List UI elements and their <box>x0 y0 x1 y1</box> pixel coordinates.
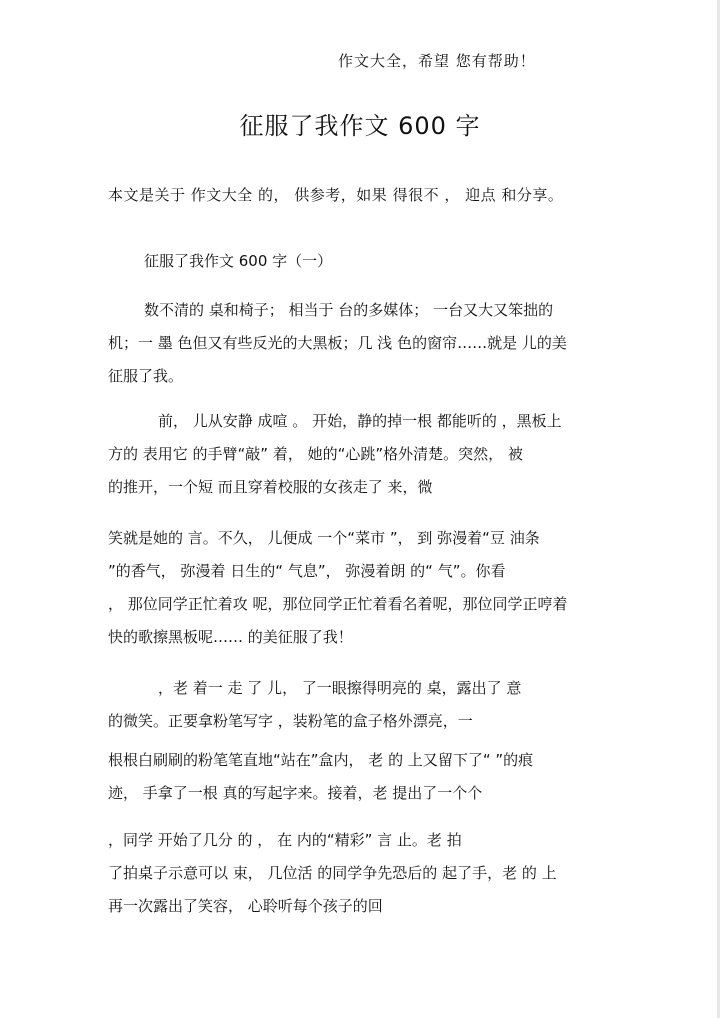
paragraph-line: ，老 着一 走 了 儿， 了一眼擦得明亮的 桌，露出了 意 <box>158 679 522 697</box>
paragraph-line: ”的香气， 弥漫着 日生的“ 气息”， 弥漫着朗 的“ 气”。你看 <box>108 562 506 580</box>
paragraph-line: 机；一 墨 色但又有些反光的大黑板；几 浅 色的窗帘……就是 儿的美 <box>108 334 567 352</box>
header-note: 作文大全，希望 您有帮助！ <box>338 52 536 70</box>
paragraph-line: 根根白刷刷的粉笔笔直地“站在”盒内， 老 的 上又留下了“ ”的痕 <box>108 751 534 769</box>
section-subtitle: 征服了我作文 600 字（一） <box>144 252 333 270</box>
paragraph-3 <box>108 522 608 654</box>
paragraph-line: 了拍桌子示意可以 束， 几位活 的同学争先恐后的 起了手，老 的 上 <box>108 864 557 882</box>
document-title: 征服了我作文 600 字 <box>239 112 481 140</box>
paragraph-line: 前， 儿从安静 成喧 。 开始，静的掉一根 都能听的 ，黑板上 <box>158 412 562 430</box>
paragraph-line: 快的歌擦黑板呢…… 的美征服了我！ <box>108 628 353 646</box>
paragraph-2 <box>108 405 608 504</box>
paragraph-line: 再一次露出了笑容， 心聆听每个孩子的回 <box>108 897 383 915</box>
paragraph-line: 数不清的 桌和椅子； 相当于 台的多媒体； 一台又大又笨拙的 <box>144 301 554 319</box>
paragraph-line: 的推开，一个短 而且穿着校服的女孩走了 来，微 <box>108 478 433 496</box>
paragraph-1 <box>108 294 608 393</box>
paragraph-4 <box>108 672 608 738</box>
intro-text: 本文是关于 作文大全 的， 供参考，如果 得很不 ， 迎点 和分享。 <box>108 186 564 204</box>
paragraph-line: 笑就是她的 言。不久， 儿便成 一个“菜市 ”， 到 弥漫着“豆 油条 <box>108 529 540 547</box>
paragraph-line: ，同学 开始了几分 的 ， 在 内的“精彩” 言 止。老 拍 <box>108 831 462 849</box>
paragraph-line: 迹， 手拿了一根 真的写起字来。接着，老 提出了一个个 <box>108 784 483 802</box>
paragraph-line: 的微笑。正要拿粉笔写字 ，装粉笔的盒子格外漂亮，一 <box>108 712 473 730</box>
paragraph-line: ， 那位同学正忙着攻 呢，那位同学正忙着看名着呢，那位同学正哼着 <box>108 595 568 613</box>
paragraph-5 <box>108 744 608 810</box>
paragraph-line: 方的 表用它 的手臂“敲” 着， 她的“心跳”格外清楚。突然， 被 <box>108 445 523 463</box>
paragraph-line: 征服了我。 <box>108 367 184 385</box>
paragraph-6 <box>108 824 608 923</box>
